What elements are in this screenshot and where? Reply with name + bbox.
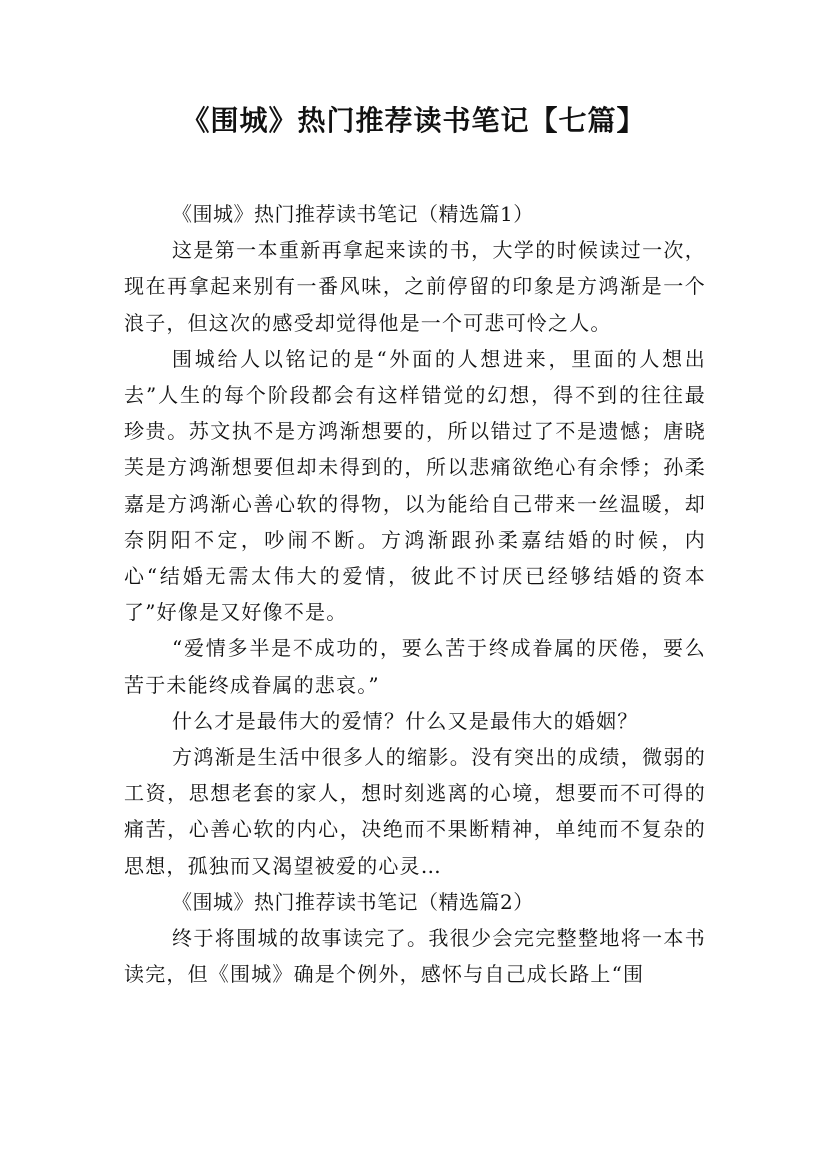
body-paragraph: “爱情多半是不成功的，要么苦于终成眷属的厌倦，要么苦于未能终成眷属的悲哀。”	[124, 636, 706, 697]
section-heading-2: 《围城》热门推荐读书笔记（精选篇2）	[172, 889, 534, 914]
body-paragraph: 围城给人以铭记的是“外面的人想进来，里面的人想出去”人生的每个阶段都会有这样错觉的幻想，得不到的往往最珍贵。苏文执不是方鸿渐想要的，所以错过了不是遗憾；唐晓芙是方鸿渐想要但却未得到的，所以悲痛欲绝心有余悸；孙柔嘉是方鸿渐心善心软的得物，以为能给自己带来一丝温暖，却奈阴阳不定，吵闹不断。方鸿渐跟孙柔嘉结婚的时候，内心“结婚无需太伟大的爱情，彼此不讨厌已经够结婚的资本了”好像是又好像不是。	[124, 346, 706, 625]
section-heading-1: 《围城》热门推荐读书笔记（精选篇1）	[172, 202, 534, 226]
body-paragraph: 方鸿渐是生活中很多人的缩影。没有突出的成绩，微弱的工资，思想老套的家人，想时刻逃离的心境，想要而不可得的痛苦，心善心软的内心，决绝而不果断精神，单纯而不复杂的思想，孤独而又渴望被爱的心灵…	[124, 745, 706, 878]
document-title: 《围城》热门推荐读书笔记【七篇】	[181, 104, 646, 137]
body-paragraph: 终于将围城的故事读完了。我很少会完完整整地将一本书读完，但《围城》确是个例外，感怀与自己成长路上“围	[124, 926, 706, 987]
body-paragraph: 这是第一本重新再拿起来读的书，大学的时候读过一次，现在再拿起来别有一番风味，之前停留的印象是方鸿渐是一个浪子，但这次的感受却觉得他是一个可悲可怜之人。	[124, 238, 706, 335]
body-paragraph: 什么才是最伟大的爱情？什么又是最伟大的婚姻？	[172, 708, 639, 733]
document-body	[124, 196, 706, 992]
